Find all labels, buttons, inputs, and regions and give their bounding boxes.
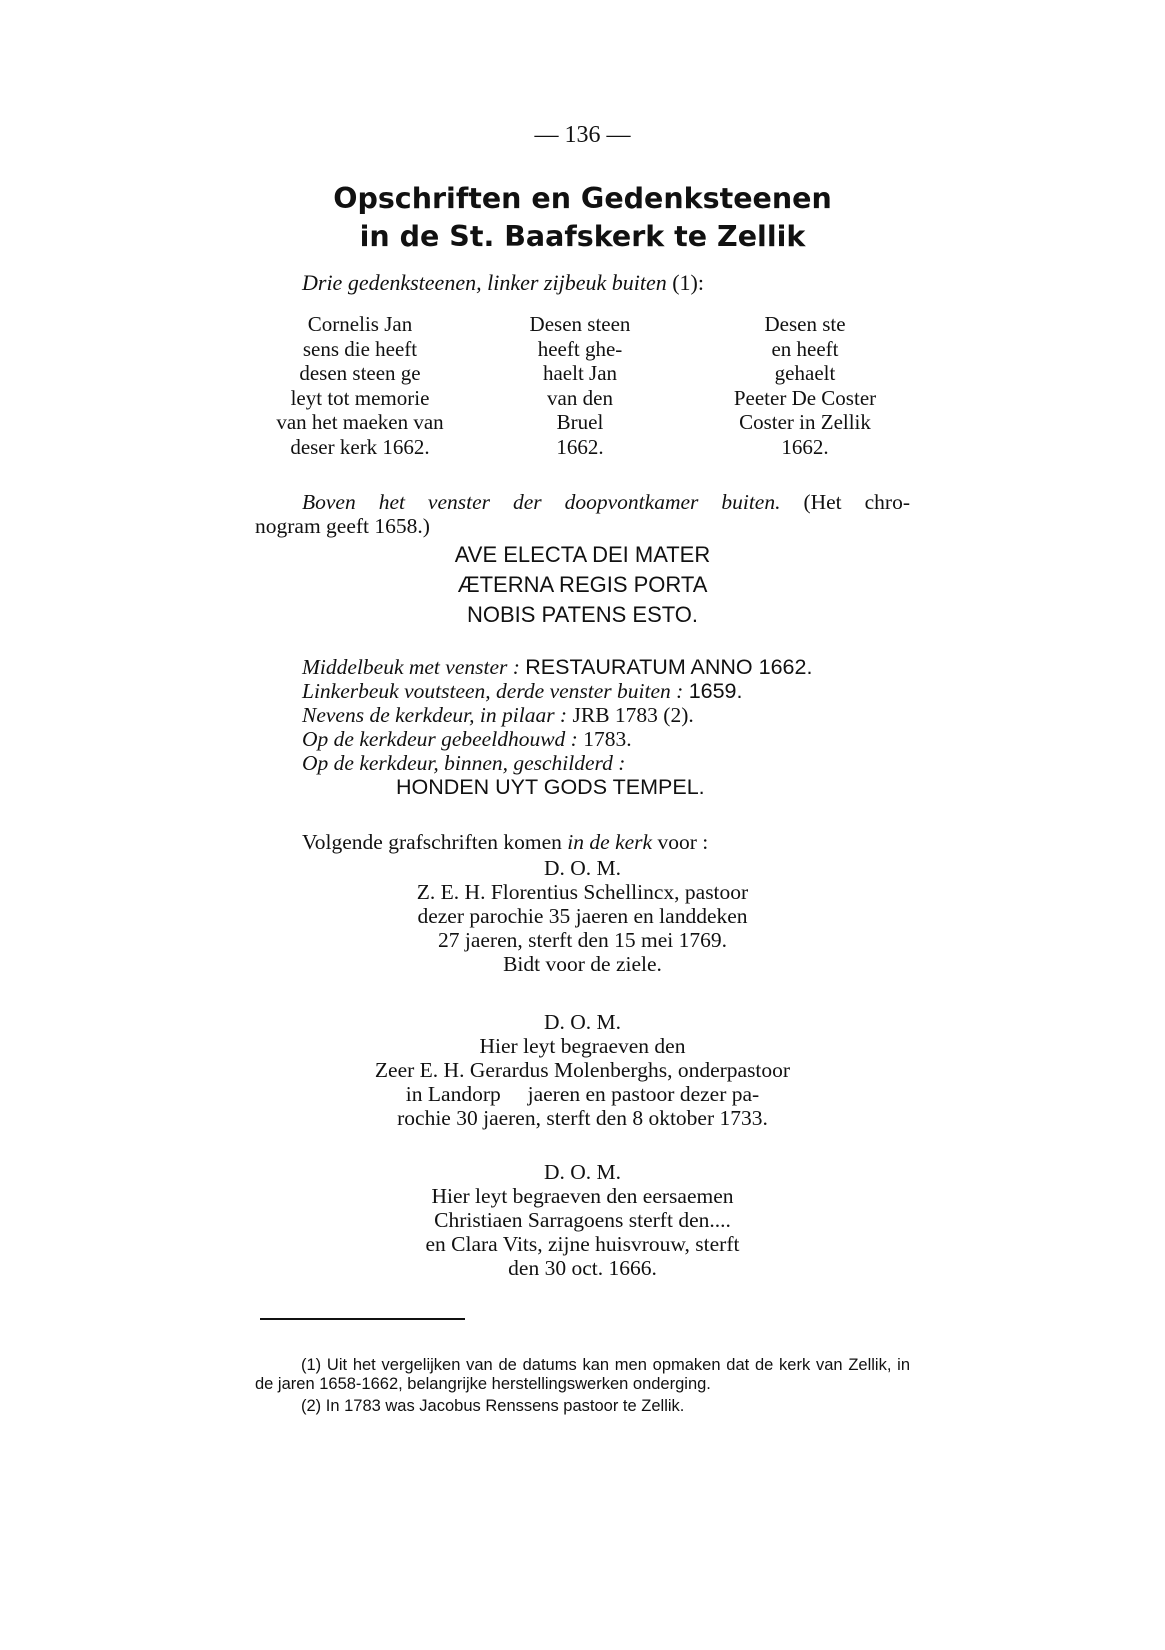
epitaph-line: dezer parochie 35 jaeren en landdeken	[417, 904, 748, 928]
epitaph-line: D. O. M.	[543, 1010, 622, 1034]
stone-line: en heeft	[771, 336, 839, 361]
baptistery-line-1	[255, 490, 910, 514]
epitaph-line: rochie 30 jaeren, sterft den 8 oktober 1733.	[397, 1106, 768, 1130]
baptistery-upright-start: (Het chro-	[803, 490, 910, 514]
note-line	[302, 751, 812, 775]
painted-text: HONDEN UYT GODS TEMPEL.	[396, 775, 705, 799]
note-value: 1659.	[688, 679, 743, 703]
graves-intro	[302, 830, 708, 854]
note-line	[302, 703, 812, 727]
epitaph-line: D. O. M.	[543, 1160, 622, 1184]
intro-text: Drie gedenksteenen, linker zijbeuk buiten	[302, 270, 667, 295]
baptistery-italic: Boven het venster der doopvontkamer buiten.	[302, 490, 781, 514]
stone-line: sens die heeft	[302, 336, 418, 361]
note-label: Linkerbeuk voutsteen, derde venster buiten :	[302, 679, 684, 703]
baptistery-paragraph	[255, 490, 910, 538]
note-line	[302, 679, 812, 703]
epitaph-line: Hier leyt begraeven den eersaemen	[431, 1184, 734, 1208]
stone-column-1	[240, 312, 480, 459]
stone-line: gehaelt	[774, 361, 836, 385]
stone-line: Peeter De Coster	[733, 385, 877, 410]
note-label: Nevens de kerkdeur, in pilaar :	[302, 703, 568, 727]
title-line-1: Opschriften en Gedenksteenen	[333, 182, 832, 215]
epitaph-line: Hier leyt begraeven den	[479, 1034, 686, 1058]
page-title	[0, 180, 1165, 256]
stone-line: 1662.	[556, 434, 604, 459]
note-value: 1783.	[583, 727, 632, 751]
latin-line: ÆTERNA REGIS PORTA	[457, 572, 708, 597]
latin-line: AVE ELECTA DEI MATER	[454, 542, 711, 567]
epitaph-line: Z. E. H. Florentius Schellincx, pastoor	[416, 880, 749, 904]
epitaph-2	[0, 1010, 1165, 1130]
footnote-1: (1) Uit het vergelijken van de datums kan men opmaken dat de kerk van Zellik, in de jaren 1658-1662, belangrijke herstellingswerken onderging.	[255, 1356, 910, 1393]
page-number: — 136 —	[534, 122, 631, 148]
baptistery-upright-end: nogram geeft 1658.)	[255, 514, 430, 538]
graves-intro-after: voor :	[657, 830, 709, 854]
epitaph-line: 27 jaeren, sterft den 15 mei 1769.	[438, 928, 727, 952]
epitaph-line: en Clara Vits, zijne huisvrouw, sterft	[425, 1232, 740, 1256]
epitaph-line: Christiaen Sarragoens sterft den....	[434, 1208, 731, 1232]
note-label: Middelbeuk met venster :	[302, 655, 520, 679]
note-value: RESTAURATUM ANNO 1662.	[525, 655, 813, 679]
graves-intro-italic: in de kerk	[567, 830, 653, 854]
note-label: Op de kerkdeur, binnen, geschilderd :	[302, 751, 626, 775]
stone-line: van den	[547, 385, 613, 410]
title-line-2: in de St. Baafskerk te Zellik	[359, 220, 806, 253]
epitaph-line: in Landorp jaeren en pastoor dezer pa-	[405, 1082, 760, 1106]
stone-line: Desen steen	[529, 312, 631, 336]
stone-line: 1662.	[781, 434, 829, 459]
stone-column-3	[685, 312, 925, 459]
epitaph-3	[0, 1160, 1165, 1280]
stone-line: desen steen ge	[299, 361, 421, 385]
note-value: JRB 1783 (2).	[572, 703, 694, 727]
latin-inscription	[0, 540, 1165, 630]
stone-line: deser kerk 1662.	[290, 434, 430, 459]
note-line	[302, 727, 812, 751]
stone-line: Bruel	[556, 410, 604, 434]
epitaph-line: D. O. M.	[543, 856, 622, 880]
note-line	[302, 655, 812, 679]
footnote-2: (2) In 1783 was Jacobus Renssens pastoor te Zellik.	[301, 1397, 685, 1415]
footnote-ref-1: (1):	[672, 270, 704, 295]
footnotes	[255, 1356, 910, 1416]
stone-line: Desen ste	[764, 312, 846, 336]
stone-line: van het maeken van	[276, 410, 444, 434]
epitaph-line: Zeer E. H. Gerardus Molenberghs, onderpastoor	[374, 1058, 791, 1082]
note-label: Op de kerkdeur gebeeldhouwd :	[302, 727, 578, 751]
graves-intro-before: Volgende grafschriften komen	[302, 830, 562, 854]
stone-line: haelt Jan	[542, 361, 618, 385]
stone-line: heeft ghe-	[537, 336, 623, 361]
epitaph-line: den 30 oct. 1666.	[508, 1256, 657, 1280]
memorial-stones-intro	[302, 270, 704, 296]
latin-line: NOBIS PATENS ESTO.	[466, 602, 699, 627]
stone-line: leyt tot memorie	[290, 385, 430, 410]
stone-line: Coster in Zellik	[739, 410, 871, 434]
inscription-notes	[302, 655, 812, 799]
stone-column-2	[470, 312, 690, 459]
epitaph-1	[0, 856, 1165, 976]
epitaph-line: Bidt voor de ziele.	[503, 952, 662, 976]
stone-line: Cornelis Jan	[307, 312, 413, 336]
footnote-separator	[260, 1318, 465, 1320]
